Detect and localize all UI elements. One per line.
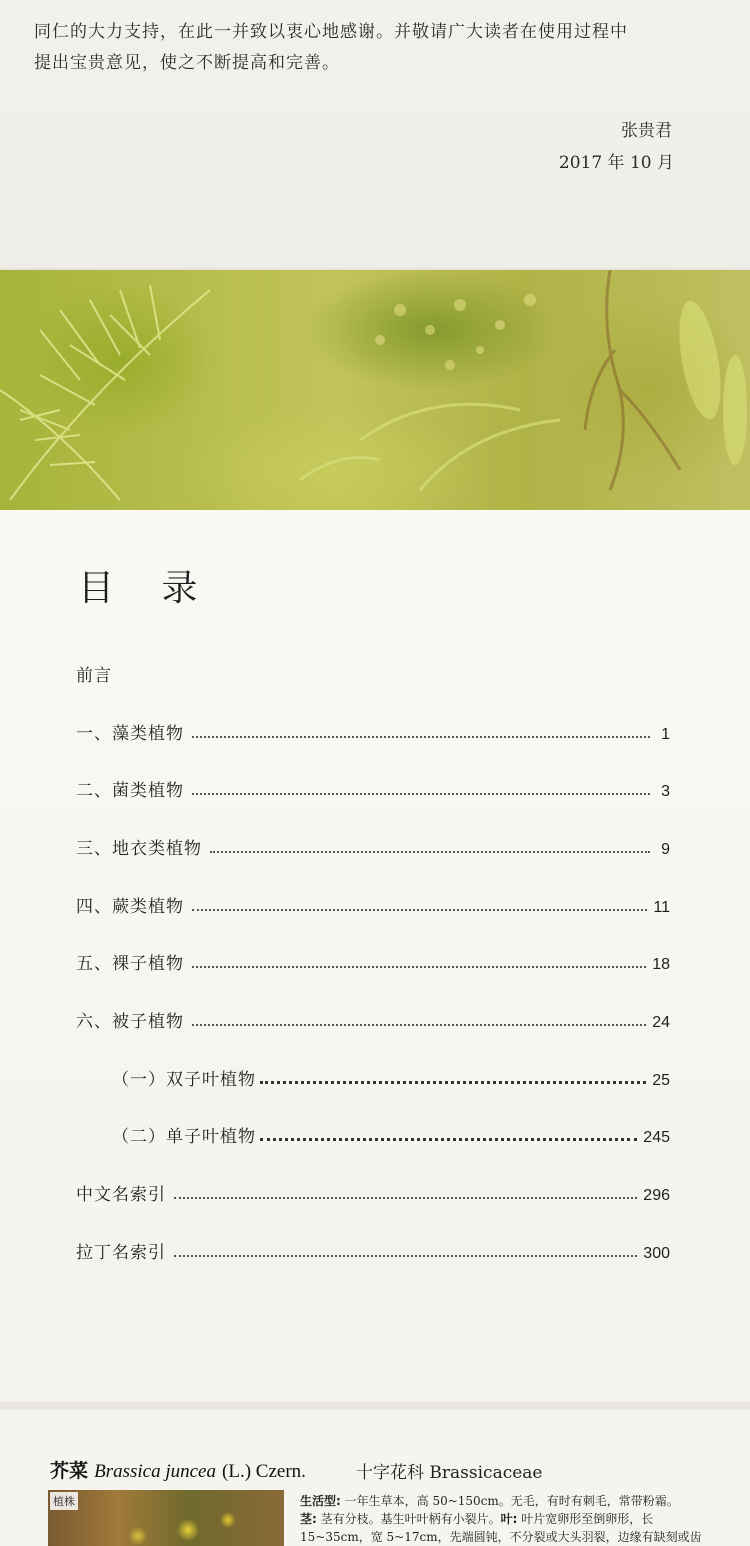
desc-label-lifeform: 生活型: [300, 1494, 341, 1508]
toc-entry-gymnosperms[interactable] [76, 948, 670, 974]
species-heading [50, 1456, 306, 1483]
toc-page-number: 9 [661, 841, 670, 858]
toc-page-number: 18 [652, 956, 670, 973]
plant-banner-image [0, 270, 750, 510]
toc-dot-leader [260, 1138, 637, 1141]
toc-title: 目 录 [78, 568, 216, 609]
toc-dot-leader [192, 793, 650, 795]
toc-entry-label: （一）双子叶植物 [112, 1070, 256, 1090]
toc-entry-label: 前言 [76, 666, 112, 686]
toc-page-number: 300 [643, 1245, 670, 1262]
toc-entry-dicots[interactable] [112, 1064, 670, 1090]
toc-dot-leader [192, 1024, 646, 1026]
desc-text-stem: 茎有分枝。基生叶叶柄有小裂片。 [316, 1512, 501, 1526]
toc-entry-label: （二）单子叶植物 [112, 1127, 256, 1147]
preface-date: 2017 年 10 月 [558, 153, 674, 173]
toc-entry-ferns[interactable] [76, 891, 670, 917]
toc-dot-leader [192, 909, 647, 911]
toc-entry-algae[interactable] [76, 718, 670, 744]
species-family: 十字花科 Brassicaceae [356, 1463, 543, 1483]
toc-entry-fungi[interactable] [76, 775, 670, 801]
toc-entry-label: 四、蕨类植物 [76, 897, 184, 917]
toc-page-number: 24 [652, 1014, 670, 1031]
toc-page-number: 296 [643, 1187, 670, 1204]
toc-dot-leader [192, 736, 650, 738]
toc-entry-latin-index[interactable] [76, 1237, 670, 1263]
toc-page-number: 1 [661, 726, 670, 743]
toc-entry-label: 五、裸子植物 [76, 954, 184, 974]
preface-line-1: 同仁的大力支持，在此一并致以衷心地感谢。并敬请广大读者在使用过程中 [34, 22, 628, 42]
species-desc-line-3: 15~35cm，宽 5~17cm，先端圆钝，不分裂或大头羽裂，边缘有缺刻或齿 [300, 1530, 702, 1544]
toc-dot-leader [260, 1081, 646, 1084]
preface-page [0, 0, 750, 270]
toc-page-number: 3 [661, 783, 670, 800]
toc-entry-label: 六、被子植物 [76, 1012, 184, 1032]
toc-page-number: 245 [643, 1129, 670, 1146]
toc-page-number: 25 [652, 1072, 670, 1089]
preface-line-2: 提出宝贵意见，使之不断提高和完善。 [34, 53, 340, 73]
toc-dot-leader [174, 1255, 637, 1257]
species-latin-name: Brassica juncea [94, 1461, 216, 1482]
toc-entry-angiosperms[interactable] [76, 1006, 670, 1032]
desc-text-lifeform: 一年生草本，高 50~150cm。无毛，有时有刺毛，常带粉霜。 [340, 1494, 679, 1508]
photo-tag: 植株 [50, 1492, 78, 1510]
toc-dot-leader [174, 1197, 637, 1199]
toc-entry-label: 一、藻类植物 [76, 724, 184, 744]
desc-label-leaf: 叶: [500, 1512, 518, 1526]
species-desc-line-1 [300, 1492, 679, 1509]
toc-entry-label: 中文名索引 [76, 1185, 166, 1205]
species-desc-line-2 [300, 1510, 653, 1527]
toc-entry-label: 三、地衣类植物 [76, 839, 202, 859]
toc-entry-chinese-index[interactable] [76, 1179, 670, 1205]
species-chinese-name: 芥菜 [50, 1460, 89, 1482]
toc-dot-leader [210, 851, 650, 853]
toc-page-number: 11 [653, 899, 670, 916]
plant-photo [48, 1490, 284, 1546]
page-divider [0, 1402, 750, 1410]
desc-label-stem: 茎: [300, 1512, 317, 1526]
toc-entry-label: 拉丁名索引 [76, 1243, 166, 1263]
toc-entry-lichens[interactable] [76, 833, 670, 859]
toc-dot-leader [192, 966, 646, 968]
toc-entry-preface[interactable] [76, 660, 670, 686]
preface-author: 张贵君 [621, 121, 672, 141]
toc-entry-label: 二、菌类植物 [76, 781, 184, 801]
toc-entry-monocots[interactable] [112, 1121, 670, 1147]
species-author: (L.) Czern. [222, 1461, 306, 1482]
desc-text-leaf: 叶片宽卵形至倒卵形，长 [517, 1512, 654, 1526]
